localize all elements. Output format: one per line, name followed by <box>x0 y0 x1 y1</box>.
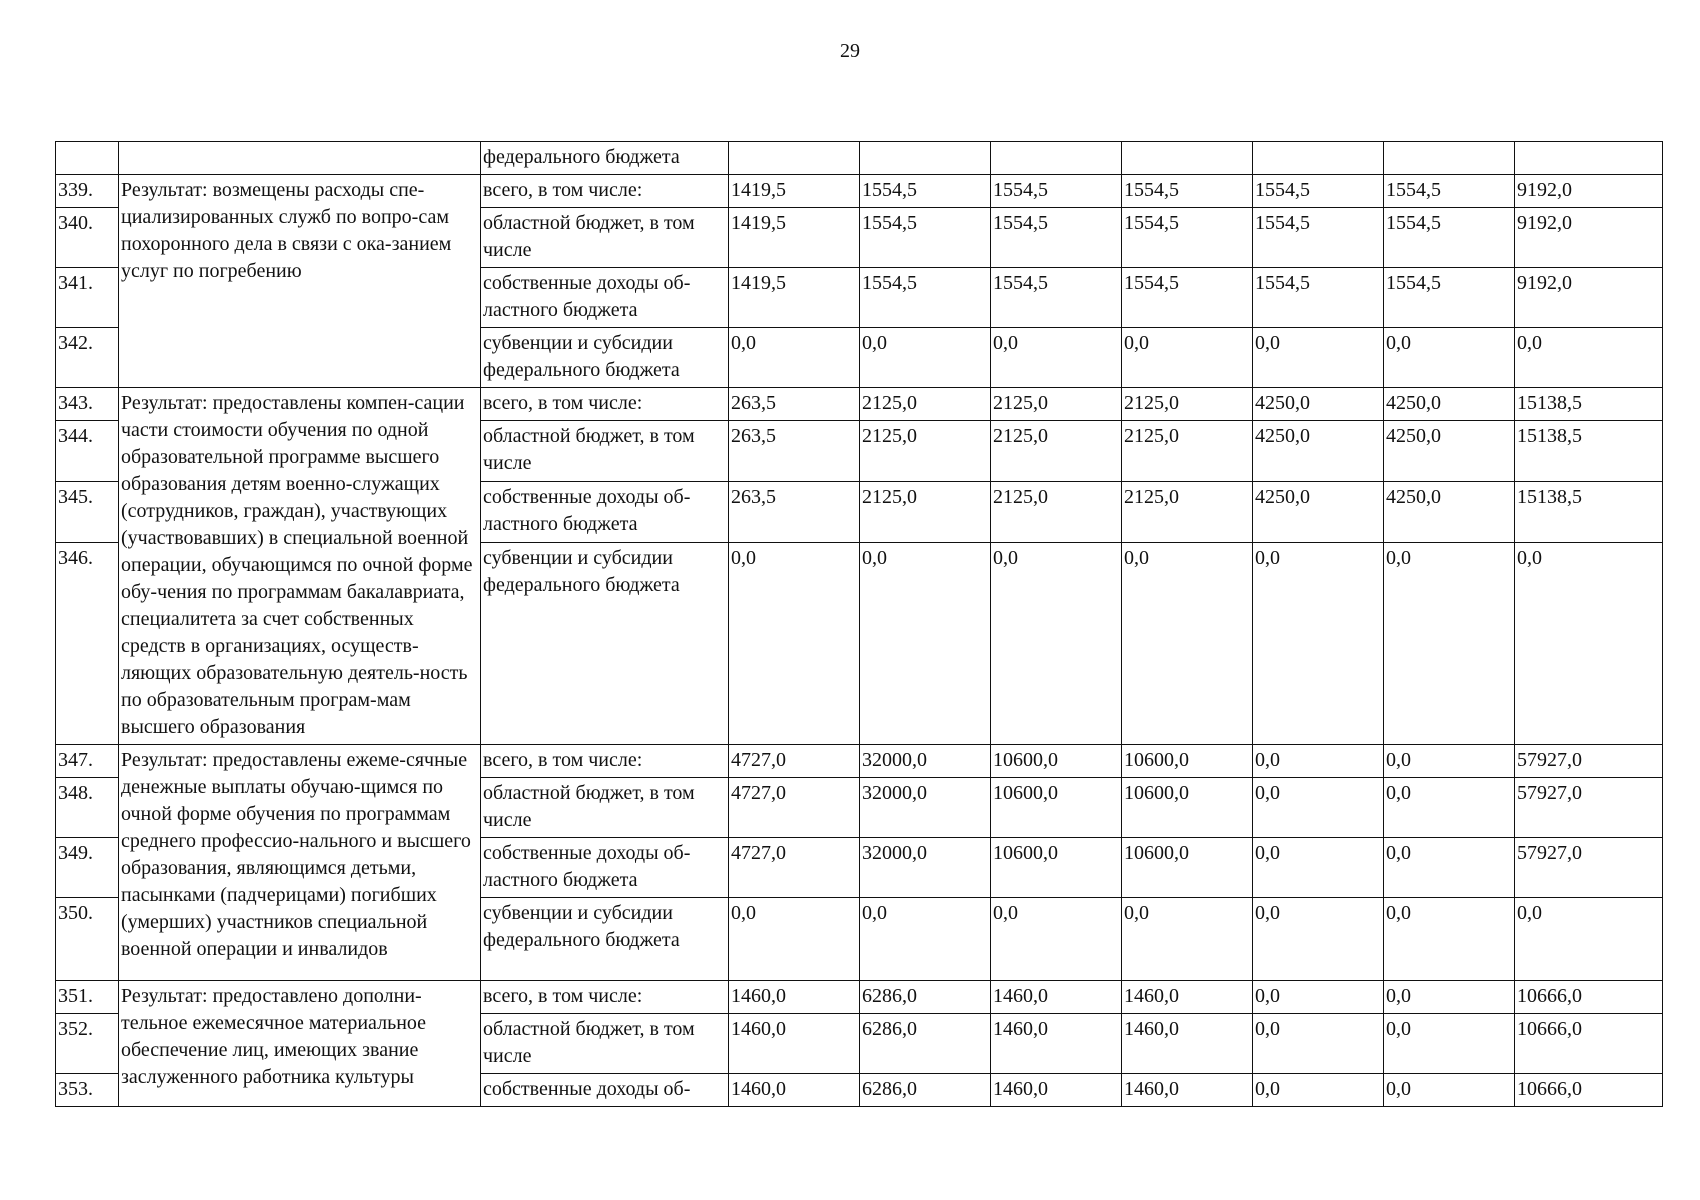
value-cell <box>1253 142 1384 175</box>
value-cell: 6286,0 <box>860 981 991 1014</box>
value-cell: 0,0 <box>1384 542 1515 744</box>
value-cell: 32000,0 <box>860 745 991 778</box>
row-number-cell: 342. <box>56 328 119 388</box>
funding-source-cell: собственные доходы об-ластного бюджета <box>481 838 729 898</box>
value-cell: 0,0 <box>1253 981 1384 1014</box>
value-cell: 0,0 <box>991 542 1122 744</box>
table-row <box>56 175 1663 208</box>
row-number-cell: 345. <box>56 482 119 543</box>
value-cell: 1460,0 <box>729 981 860 1014</box>
value-cell: 0,0 <box>1384 328 1515 388</box>
value-cell: 32000,0 <box>860 838 991 898</box>
value-cell: 4727,0 <box>729 745 860 778</box>
value-cell: 263,5 <box>729 421 860 482</box>
row-number-cell: 353. <box>56 1074 119 1107</box>
value-cell: 0,0 <box>1253 838 1384 898</box>
value-cell: 6286,0 <box>860 1074 991 1107</box>
table-row-continued <box>56 142 1663 175</box>
value-cell: 1554,5 <box>991 268 1122 328</box>
value-cell: 1554,5 <box>1122 175 1253 208</box>
funding-source-cell: федерального бюджета <box>481 142 729 175</box>
total-value-cell: 9192,0 <box>1515 268 1663 328</box>
value-cell: 1554,5 <box>1253 268 1384 328</box>
value-cell: 32000,0 <box>860 778 991 838</box>
row-number-cell <box>56 142 119 175</box>
value-cell: 1554,5 <box>860 208 991 268</box>
value-cell: 0,0 <box>1384 981 1515 1014</box>
value-cell: 10600,0 <box>991 778 1122 838</box>
result-description-cell: Результат: предоставлено дополни-тельное ежемесячное материальное обеспечение лиц, имеющих звание заслуженного работника культуры <box>119 981 481 1107</box>
value-cell: 0,0 <box>860 328 991 388</box>
value-cell: 10600,0 <box>991 838 1122 898</box>
row-number-cell: 341. <box>56 268 119 328</box>
row-number-cell: 350. <box>56 898 119 981</box>
value-cell: 0,0 <box>1253 898 1384 981</box>
value-cell: 1460,0 <box>1122 1074 1253 1107</box>
value-cell: 6286,0 <box>860 1014 991 1074</box>
value-cell: 2125,0 <box>1122 421 1253 482</box>
value-cell: 4250,0 <box>1384 421 1515 482</box>
value-cell: 4250,0 <box>1384 388 1515 421</box>
value-cell: 0,0 <box>1384 1074 1515 1107</box>
result-description-cell: Результат: предоставлены ежеме-сячные денежные выплаты обучаю-щимся по очной форме обучения по программам среднего профессио-нального и высшего образования, являющимся детьми, пасынками (падчерицами) погибших (умерших) участников специальной военной операции и инвалидов <box>119 745 481 981</box>
value-cell: 4250,0 <box>1253 482 1384 543</box>
value-cell: 1554,5 <box>1253 175 1384 208</box>
funding-source-cell: всего, в том числе: <box>481 981 729 1014</box>
value-cell: 1554,5 <box>1253 208 1384 268</box>
funding-source-cell: областной бюджет, в том числе <box>481 1014 729 1074</box>
row-number-cell: 352. <box>56 1014 119 1074</box>
value-cell: 1460,0 <box>1122 1014 1253 1074</box>
value-cell: 1554,5 <box>1122 208 1253 268</box>
total-value-cell: 10666,0 <box>1515 981 1663 1014</box>
value-cell <box>729 142 860 175</box>
value-cell: 1460,0 <box>729 1074 860 1107</box>
total-value-cell: 57927,0 <box>1515 778 1663 838</box>
result-description-cell: Результат: возмещены расходы спе-циализированных служб по вопро-сам похоронного дела в связи с ока-занием услуг по погребению <box>119 175 481 388</box>
value-cell: 0,0 <box>1384 745 1515 778</box>
total-value-cell: 15138,5 <box>1515 482 1663 543</box>
value-cell: 0,0 <box>860 542 991 744</box>
row-number-cell: 343. <box>56 388 119 421</box>
value-cell: 1554,5 <box>1384 268 1515 328</box>
value-cell: 1460,0 <box>991 981 1122 1014</box>
value-cell: 2125,0 <box>1122 482 1253 543</box>
value-cell: 1554,5 <box>991 208 1122 268</box>
value-cell: 2125,0 <box>991 482 1122 543</box>
value-cell: 2125,0 <box>991 388 1122 421</box>
value-cell: 2125,0 <box>1122 388 1253 421</box>
value-cell: 0,0 <box>1384 898 1515 981</box>
value-cell: 2125,0 <box>860 421 991 482</box>
total-value-cell: 0,0 <box>1515 328 1663 388</box>
value-cell: 1554,5 <box>991 175 1122 208</box>
value-cell: 1419,5 <box>729 175 860 208</box>
value-cell: 10600,0 <box>1122 838 1253 898</box>
row-number-cell: 346. <box>56 542 119 744</box>
row-number-cell: 351. <box>56 981 119 1014</box>
value-cell <box>991 142 1122 175</box>
table-row <box>56 745 1663 778</box>
budget-table <box>55 141 1663 1107</box>
value-cell: 1460,0 <box>729 1014 860 1074</box>
funding-source-cell: собственные доходы об-ластного бюджета <box>481 268 729 328</box>
value-cell: 0,0 <box>1253 1074 1384 1107</box>
value-cell: 2125,0 <box>991 421 1122 482</box>
row-number-cell: 348. <box>56 778 119 838</box>
value-cell: 263,5 <box>729 388 860 421</box>
value-cell: 10600,0 <box>1122 778 1253 838</box>
value-cell: 1554,5 <box>1122 268 1253 328</box>
total-value-cell: 0,0 <box>1515 898 1663 981</box>
value-cell: 4727,0 <box>729 838 860 898</box>
value-cell: 1554,5 <box>1384 175 1515 208</box>
value-cell: 4250,0 <box>1253 388 1384 421</box>
funding-source-cell: всего, в том числе: <box>481 175 729 208</box>
value-cell: 0,0 <box>1253 1014 1384 1074</box>
page-number: 29 <box>840 40 860 62</box>
value-cell <box>1122 142 1253 175</box>
value-cell: 1460,0 <box>991 1074 1122 1107</box>
value-cell: 1419,5 <box>729 208 860 268</box>
row-number-cell: 339. <box>56 175 119 208</box>
value-cell: 0,0 <box>1253 328 1384 388</box>
value-cell: 0,0 <box>860 898 991 981</box>
value-cell: 2125,0 <box>860 482 991 543</box>
value-cell: 1554,5 <box>1384 208 1515 268</box>
value-cell: 0,0 <box>991 328 1122 388</box>
funding-source-cell: областной бюджет, в том числе <box>481 208 729 268</box>
value-cell: 4727,0 <box>729 778 860 838</box>
total-value-cell: 15138,5 <box>1515 421 1663 482</box>
row-number-cell: 349. <box>56 838 119 898</box>
row-number-cell: 347. <box>56 745 119 778</box>
value-cell: 0,0 <box>1122 542 1253 744</box>
total-value-cell: 57927,0 <box>1515 838 1663 898</box>
value-cell: 2125,0 <box>860 388 991 421</box>
value-cell: 0,0 <box>1253 778 1384 838</box>
funding-source-cell: субвенции и субсидии федерального бюджета <box>481 328 729 388</box>
row-number-cell: 340. <box>56 208 119 268</box>
funding-source-cell: областной бюджет, в том числе <box>481 778 729 838</box>
value-cell: 10600,0 <box>1122 745 1253 778</box>
value-cell: 0,0 <box>1384 778 1515 838</box>
value-cell: 0,0 <box>729 542 860 744</box>
total-value-cell: 10666,0 <box>1515 1014 1663 1074</box>
value-cell <box>1515 142 1663 175</box>
value-cell: 0,0 <box>991 898 1122 981</box>
value-cell: 1554,5 <box>860 268 991 328</box>
total-value-cell: 15138,5 <box>1515 388 1663 421</box>
value-cell: 4250,0 <box>1384 482 1515 543</box>
total-value-cell: 57927,0 <box>1515 745 1663 778</box>
funding-source-cell: всего, в том числе: <box>481 388 729 421</box>
funding-source-cell: субвенции и субсидии федерального бюджета <box>481 898 729 981</box>
description-cell <box>119 142 481 175</box>
value-cell: 0,0 <box>1253 542 1384 744</box>
total-value-cell: 0,0 <box>1515 542 1663 744</box>
funding-source-cell: собственные доходы об- <box>481 1074 729 1107</box>
total-value-cell: 10666,0 <box>1515 1074 1663 1107</box>
value-cell: 0,0 <box>1384 838 1515 898</box>
value-cell: 1554,5 <box>860 175 991 208</box>
value-cell: 0,0 <box>729 898 860 981</box>
value-cell: 0,0 <box>729 328 860 388</box>
table-row <box>56 981 1663 1014</box>
funding-source-cell: собственные доходы об-ластного бюджета <box>481 482 729 543</box>
value-cell: 0,0 <box>1122 898 1253 981</box>
total-value-cell: 9192,0 <box>1515 208 1663 268</box>
value-cell: 0,0 <box>1384 1014 1515 1074</box>
table-row <box>56 388 1663 421</box>
funding-source-cell: областной бюджет, в том числе <box>481 421 729 482</box>
value-cell: 0,0 <box>1253 745 1384 778</box>
value-cell <box>860 142 991 175</box>
value-cell: 1460,0 <box>991 1014 1122 1074</box>
result-description-cell: Результат: предоставлены компен-сации части стоимости обучения по одной образовательной программе высшего образования детям военно-служащих (сотрудников, граждан), участвующих (участвовавших) в специальной военной операции, обучающимся по очной форме обу-чения по программам бакалавриата, специалитета за счет собственных средств в организациях, осуществ-ляющих образовательную деятель-ность по образовательным програм-мам высшего образования <box>119 388 481 745</box>
value-cell <box>1384 142 1515 175</box>
total-value-cell: 9192,0 <box>1515 175 1663 208</box>
value-cell: 1460,0 <box>1122 981 1253 1014</box>
value-cell: 0,0 <box>1122 328 1253 388</box>
value-cell: 1419,5 <box>729 268 860 328</box>
row-number-cell: 344. <box>56 421 119 482</box>
funding-source-cell: всего, в том числе: <box>481 745 729 778</box>
funding-source-cell: субвенции и субсидии федерального бюджета <box>481 542 729 744</box>
table-body <box>56 142 1663 1107</box>
value-cell: 4250,0 <box>1253 421 1384 482</box>
value-cell: 263,5 <box>729 482 860 543</box>
value-cell: 10600,0 <box>991 745 1122 778</box>
